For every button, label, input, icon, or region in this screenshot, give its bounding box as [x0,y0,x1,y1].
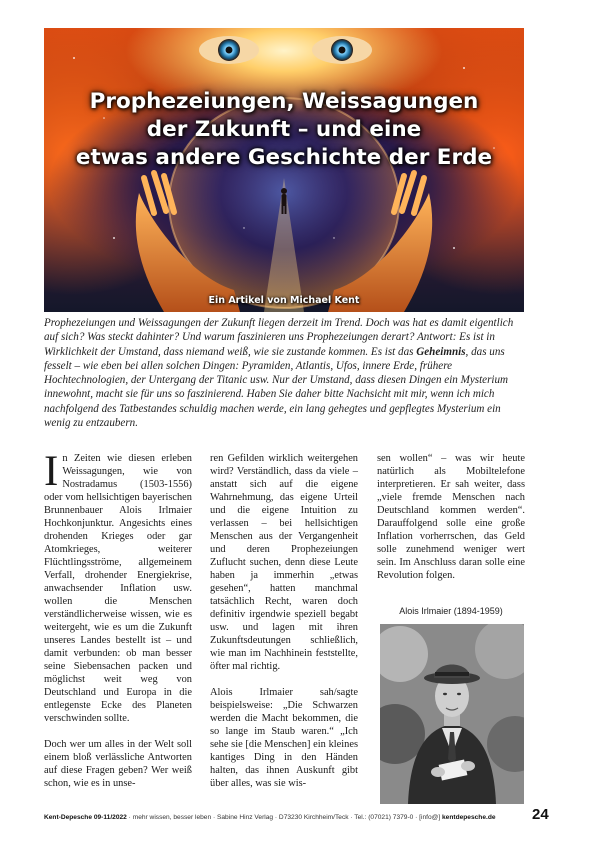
drop-cap: I [44,448,59,495]
paragraph: In Zeiten wie diesen erleben Weissagungen, wie von Nostradamus (1503-1556) oder vom hellsichtigen bayerischen Brunnenbauer Alois Irlmaier Hochkonjunktur. Angesichts eines drohenden Krieges oder gar Atomkrieges, weiterer Flüchtlingsströme, allgemeinem Verfall, drohender Energiekrise, anwachsender Inflation usw. wollen die Menschen verständlicherweise wissen, wie es weitergeht, wie es um die Zukunft unseres Landes bestellt ist – und damit verbunden: ob man besser seine Siebensachen packen und möglichst weit weg von Deutschland und Europa in die entlegenste Ecke des Planeten verschwinden sollte. [44,448,192,724]
portrait-photo [380,624,524,804]
footer-publisher-info: · mehr wissen, besser leben · Sabine Hinz Verlag · D73230 Kirchheim/Teck · Tel.: (07021) 7379-0 · [info@] [126,814,443,821]
body-column-3 [377,452,525,595]
article-title [44,88,524,172]
footer-website-link[interactable]: kentdepesche.de [442,814,496,821]
body-column-2 [210,452,358,803]
paragraph: sen wollen“ – was wir heute natürlich als Mobiltelefone interpretieren. Er sah weiter, dass „viele fremde Menschen nach Deutschland kommen werden“. Darauffolgend solle eine große Inflation vorherrschen, das Geld solle zunehmend weniger wert sein. Im Anschluss daran solle eine Revolution folgen. [377,453,525,581]
photo-caption: Alois Irlmaier (1894-1959) [399,606,503,616]
title-line-1: Prophezeiungen, Weissagungen [89,89,479,114]
body-column-1 [44,448,192,803]
footer-magazine: Kent-Depesche 09-11/2022 [44,814,127,821]
portrait-artwork [380,624,524,804]
paragraph: ren Gefilden wirklich weitergehen wird? Verständlich, dass da viele – anstatt sich auf die eigene Wahrnehmung, das eigene Urteil und die eigene Intuition zu verlassen – bei hellsichtigen Menschen aus der Vergangenheit und deren Prophezeiungen Zuflucht suchen, denn diese Leute haben ja immerhin „etwas gesehen“, hatten manchmal tatsächlich Recht, waren doch definitiv irgendwie speziell begabt usw. und lagen mit ihren Zukunftsdeutungen schließlich, wie man im Nachhinein feststellte, öfter mal richtig. [210,453,358,672]
intro-emphasis: Geheimnis [416,345,466,358]
article-intro: Prophezeiungen und Weissagungen der Zukunft liegen derzeit im Trend. Doch was hat es damit eigentlich auf sich? Was steckt dahinter? Und warum faszinieren uns Prophezeiungen derart? Antwort: Es ist in Wirklichkeit der Umstand, dass niemand weiß, wie sie zustande kommen. Es ist das Geheimnis, das uns fesselt – wie eben bei allen solchen Dingen: Pyramiden, Atlantis, Ufos, innere Erde, frühere Hochtechnologien, der Untergang der Titanic usw. Nur der Umstand, dass diesen Dingen ein Mysterium innewohnt, macht sie für uns so faszinierend. Haben Sie daher bitte Nachsicht mit mir, wenn ich mich nachfolgend des Tatbestandes schuldig machen werde, ein lang gehegtes und gepflegtes Mysterium ein wenig zu entzaubern. [44,317,514,430]
title-line-3: etwas andere Geschichte der Erde [75,145,493,170]
page-number: 24 [532,806,549,823]
paragraph: Doch wer um alles in der Welt soll einem bloß verlässliche Antworten auf diese Fragen geben? Wer weiß schon, wie es in unse- [44,739,192,789]
author-byline: Ein Artikel von Michael Kent [208,295,360,306]
page-footer [44,814,524,821]
hero-image [44,28,524,312]
title-line-2: der Zukunft – und eine [146,117,422,142]
paragraph: Alois Irlmaier sah/sagte beispielsweise: „Die Schwarzen werden die Macht bekommen, die so lange im Staub waren.“ „Ich sehe sie [die Menschen] ein kleines kantiges Ding in den Händen halten, das ihnen Auskunft gibt über alles, was sie wis- [210,687,358,789]
